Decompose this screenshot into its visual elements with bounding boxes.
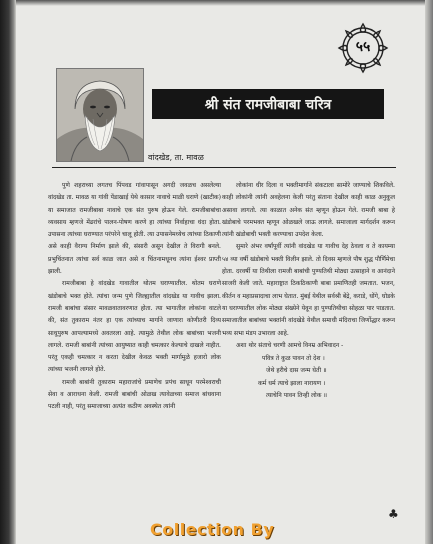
page-number: ५५ <box>355 39 371 55</box>
paragraph: अशा थोर संताचे चरणी आमचे विनम्र अभिवादन - <box>236 341 344 349</box>
verse-line: पवित्र ते कुळ पावन तो देश । <box>262 355 325 363</box>
page-top-shadow <box>0 0 433 6</box>
page-right-edge <box>425 0 433 544</box>
portrait-caption: वांदखेड, ता. मावळ <box>148 153 204 162</box>
abhang-verse <box>222 353 395 402</box>
right-column <box>222 180 395 402</box>
verse-line: कर्म धर्म त्याचे झाला नारायण । <box>258 379 326 387</box>
book-binding-shadow <box>0 0 16 544</box>
saint-portrait-drawing <box>57 69 143 161</box>
title-divider <box>52 167 396 168</box>
verse-line: जेथे हरीचे दास जन्म घेती ॥ <box>266 367 327 375</box>
paragraph: रामजी बाबांनी तुकाराम महाराजांचे प्रमाणेच प्रपंच साधून परमेश्वराची सेवा व आराधना केली. रामजी बाबांची ओळख त्यावेळच्या समाज बांधवाना पटली नाही, परंतु समाजाच्या अत्यंत कठीण अवस्थेत त्यांनी <box>48 378 221 411</box>
paragraph: लोकांना धीर दिला व भक्तीमार्गाने संकटाला सामोरे जाण्याचे शिकविले. काही लोकांनी त्यांनी अवहेलना केली परंतु संताना देखील काही काळ अनुकूल असावा लागतो. त्या काळात अनेक संत म्हणून होऊन गेले. रामजी बाबा हे खंडोबाचे परमभक्त म्हणून ओळखले जाऊ लागले. समाजाला मार्गदर्शन करून त्यांनी खंडोबाची भक्ती करण्याचा उपदेश केला. <box>222 182 395 239</box>
club-ornament-icon: ♣ <box>388 507 399 521</box>
saint-portrait <box>56 68 144 162</box>
paragraph: रामजीबाबा हे वांदखेड गावातील थोतम घराण्यातील. थोतम घराणे खंडोबाचे भक्त होते. त्यांचा जन्म पुणे जिल्ह्यातील वांदखेड या गावीच झाला. रामजी बाबांचा संसार मावळवातावरणात होता. त्या भागातील लोकांना वाटले की, संत तुकाराम नंतर हा एक त्यांच्याच मार्गाने जाणारा कोणीतरी दिव्य साधुपुरुष आपल्यामध्ये अवतरला आहे. त्यामुळे तेथील लोक बाबांच्या भजनी लागले. रामजी बाबांनी त्यांच्या आयुष्यात काही चमत्कार केल्याचे दाखले नाहीत. परंतु एकही चमत्कार न करता देखील केवळ भक्ती मार्गामुळे हजारो लोक त्यांच्या भजनी लागले होते. <box>48 280 221 374</box>
verse-line: त्याचेनि पावन तिन्ही लोक ॥ <box>266 392 327 400</box>
left-column <box>48 180 221 414</box>
paragraph: पुणे शहराच्या लगतच पिंपवड गांवापासून अगदी जवळच असलेल्या वांदखेड ता. मावळ या गांवी पेंडाखाई येथे कासार नावाचे माळी घराणे (खाटीक) या समाजात रामजीबाबा नावाचे एक संत पुरुष होऊन गेले. रामजीबाबांचा व्यवसाय म्हणजे मेंढरांचे पालन-पोषण करणे हा त्यांच्या निर्वाहाचा धंदा होता. उपासना त्यांच्या घराण्यात परंपरेने चालू होती. त्या उपासनेमध्येच त्यांच्या ठिकाणी असे काही वैराग्य निर्माण झाले की, संसारी असून देखील ते विरागी बनले. प्रभुचिंतनात त्यांचा सर्व काळ जात असे व चिंतनामधूनच त्यांना ईश्वर प्राप्ती झाली. <box>48 182 221 276</box>
title-bar <box>152 89 384 119</box>
collection-watermark: Collection By <box>150 520 275 539</box>
page-title: श्री संत रामजीबाबा चरित्र <box>204 96 332 113</box>
paragraph: सुमारे अंभर वर्षांपूर्वी त्यांनी वांदखेड या गावीच देह ठेवला व ते कायम्या ५४ व्या वर्षी खंडोबाचे भक्ती विलीन झाले. तो दिवस म्हणजे पौष शुद्ध पौर्णिमेचा होता. दरवर्षी या तिथीला रामजी बाबांची पुण्यतिथी मोठ्या उत्साहाने व आनंदाने साजरी केली जाते. महाराष्ट्रात ठिकठिकाणी बाबा प्रमाणितही जमतात. भजन, कीर्तन व महाप्रसादाचा लाभ घेतात. मुंबई येथील सर्वश्री बेंद्रे, कराडे, धोंगे, घोडके या घराण्यातील लोक मोठ्या संख्येने येवून हा पुण्यतिथीचा सोहळा पार पाडतात. समाजातील बाबांच्या भक्तांनी वांदखेडे येथील समाधी मंदिराचा जिर्णोद्धार करून भव्य सभा मंडप उभारला आहे. <box>222 243 395 337</box>
